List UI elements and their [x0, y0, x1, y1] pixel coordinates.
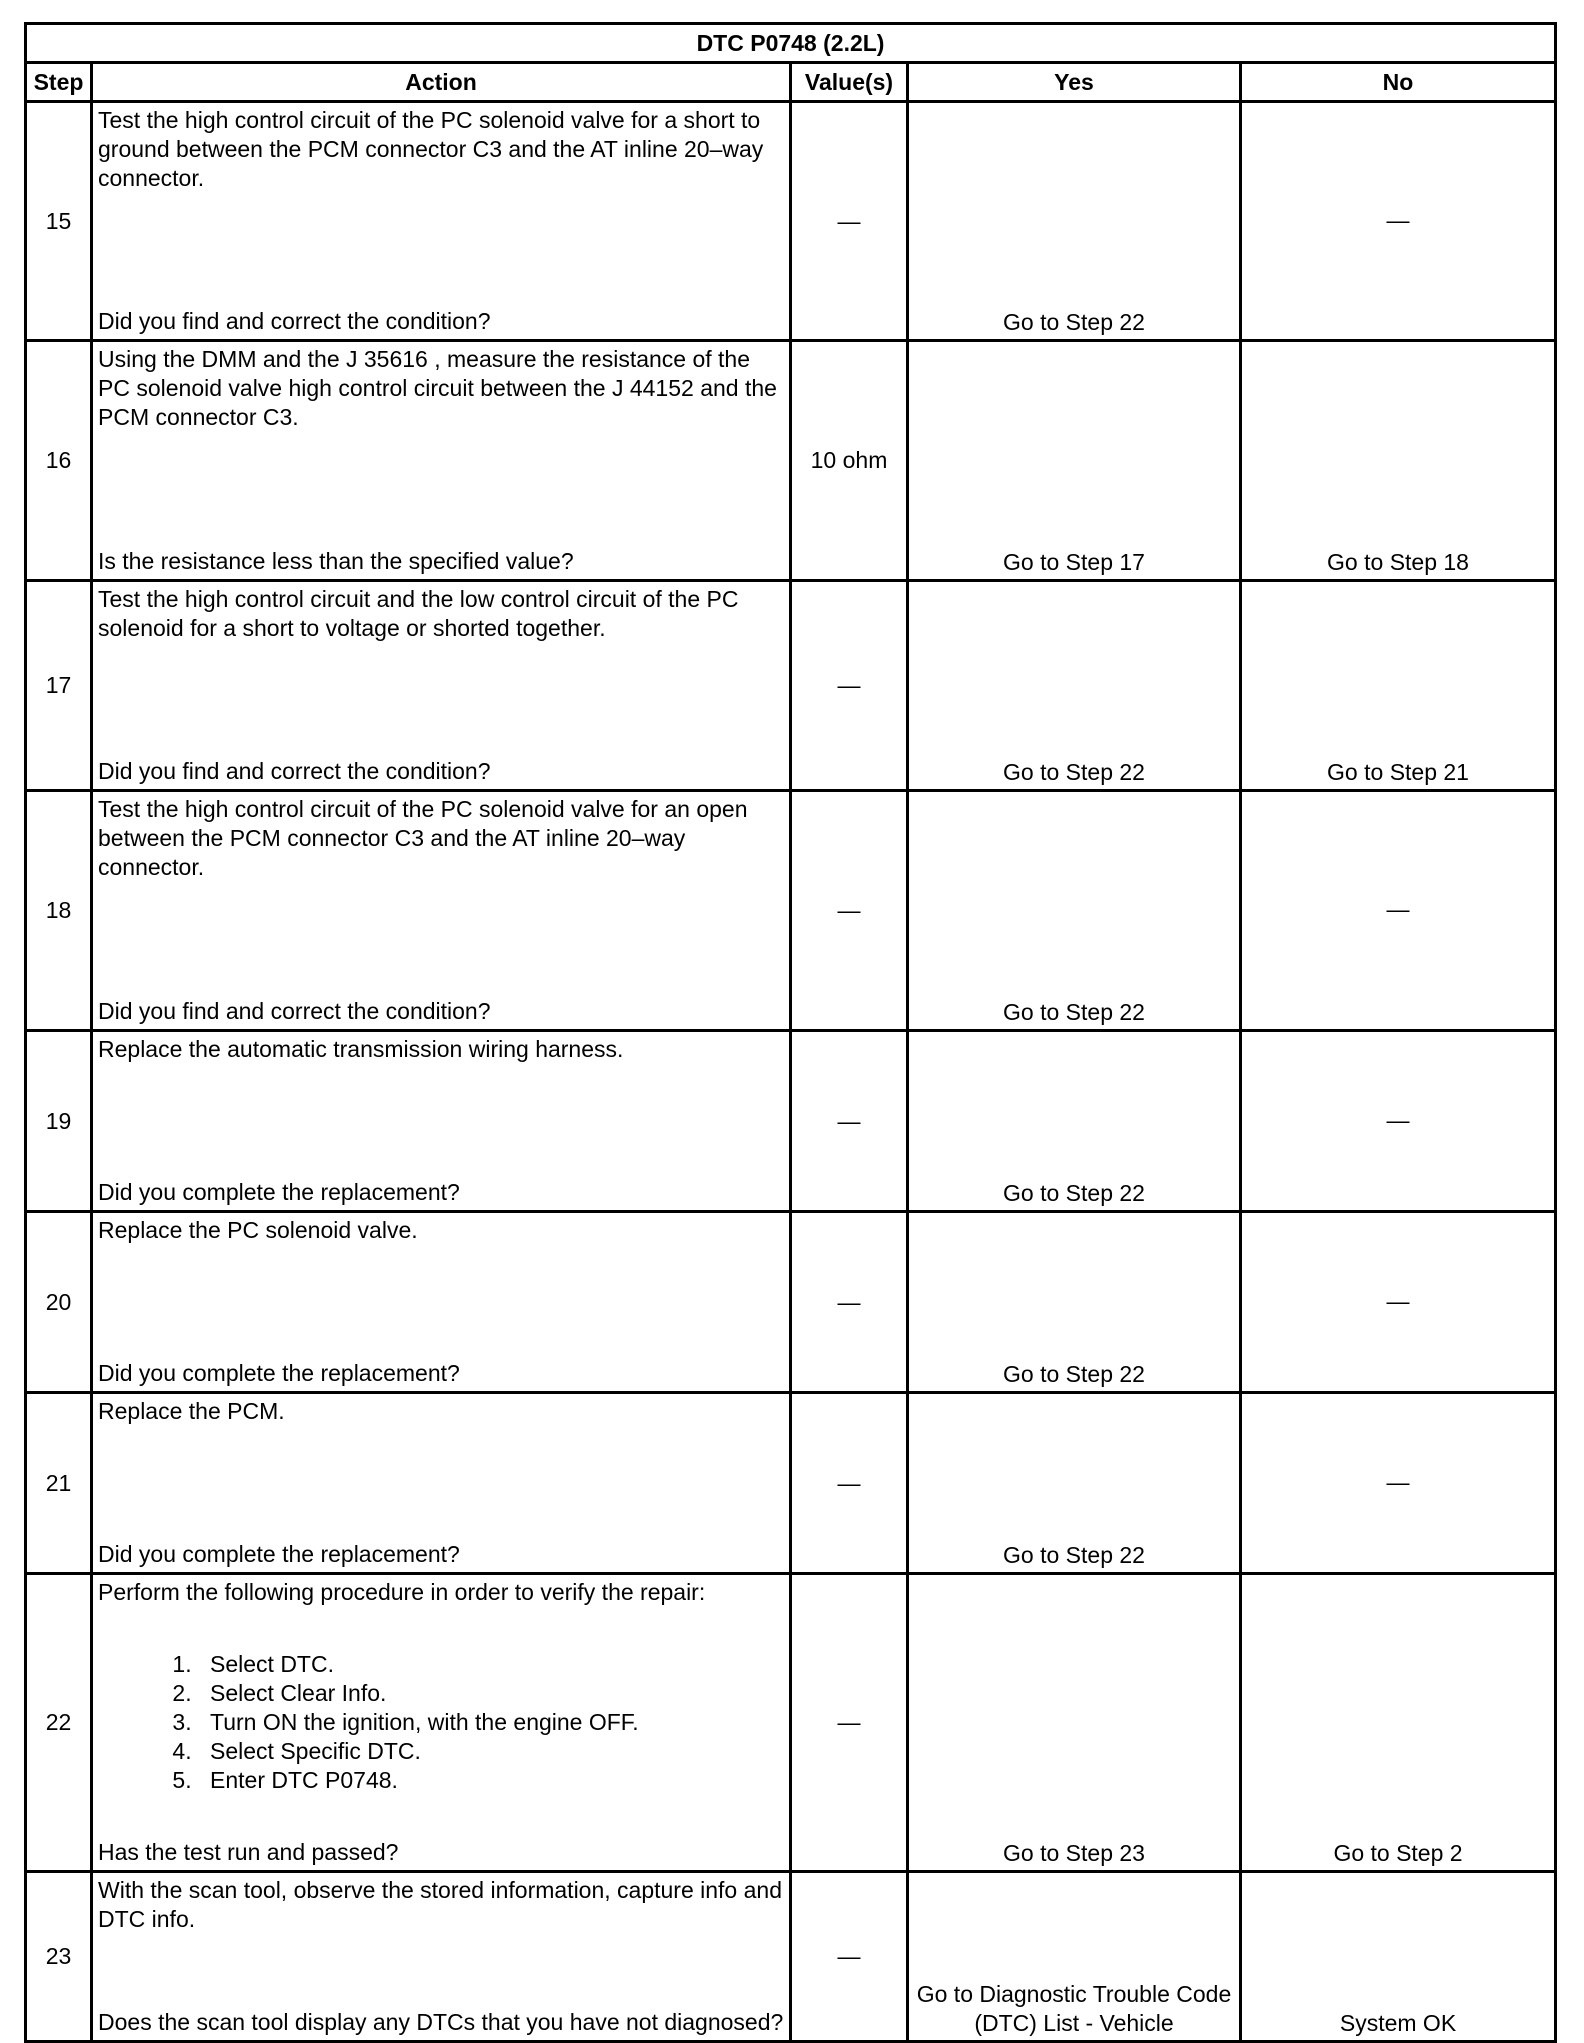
no-cell: Go to Step 21: [1241, 581, 1556, 791]
step-number: 17: [26, 581, 92, 791]
action-question: Has the test run and passed?: [98, 1839, 399, 1865]
table-row: [26, 1872, 1556, 2042]
step-number: 16: [26, 341, 92, 581]
action-text: Replace the PC solenoid valve.: [98, 1217, 418, 1243]
table-row: [26, 1393, 1556, 1574]
yes-cell: Go to Step 17: [908, 341, 1241, 581]
action-question: Did you complete the replacement?: [98, 1179, 460, 1205]
action-cell: [92, 1212, 791, 1393]
step-number: 20: [26, 1212, 92, 1393]
action-text: Using the DMM and the J 35616 , measure the resistance of the PC solenoid valve high control circuit between the J 44152 and the PCM connector C3.: [98, 346, 777, 430]
no-cell: —: [1241, 1031, 1556, 1212]
yes-cell: Go to Step 22: [908, 1393, 1241, 1574]
value-cell: —: [791, 102, 908, 341]
yes-cell: Go to Step 22: [908, 581, 1241, 791]
header-values: Value(s): [791, 63, 908, 102]
action-cell: [92, 791, 791, 1031]
action-question: Did you complete the replacement?: [98, 1541, 460, 1567]
dtc-table: [24, 22, 1557, 2043]
action-cell: [92, 1031, 791, 1212]
no-cell: —: [1241, 1393, 1556, 1574]
no-cell: Go to Step 2: [1241, 1574, 1556, 1872]
action-cell: [92, 1393, 791, 1574]
action-text: Replace the PCM.: [98, 1398, 285, 1424]
no-cell: —: [1241, 791, 1556, 1031]
action-cell: [92, 581, 791, 791]
table-row: [26, 1031, 1556, 1212]
table-row: [26, 791, 1556, 1031]
action-cell: [92, 341, 791, 581]
table-row: [26, 341, 1556, 581]
yes-cell: Go to Step 22: [908, 102, 1241, 341]
no-cell: —: [1241, 1212, 1556, 1393]
action-text: Replace the automatic transmission wiring harness.: [98, 1036, 624, 1062]
action-text: Test the high control circuit and the low control circuit of the PC solenoid for a short to voltage or shorted together.: [98, 586, 739, 641]
value-cell: —: [791, 1031, 908, 1212]
action-cell: [92, 1872, 791, 2042]
step-number: 22: [26, 1574, 92, 1872]
action-question: Did you find and correct the condition?: [98, 758, 491, 784]
table-row: [26, 1574, 1556, 1872]
yes-cell: Go to Step 22: [908, 791, 1241, 1031]
yes-cell: Go to Step 22: [908, 1031, 1241, 1212]
step-number: 19: [26, 1031, 92, 1212]
action-text: Test the high control circuit of the PC solenoid valve for a short to ground between the PCM connector C3 and the AT inline 20–way connector.: [98, 107, 764, 191]
procedure-step: 4. Select Specific DTC.: [198, 1737, 784, 1766]
step-number: 18: [26, 791, 92, 1031]
no-cell: —: [1241, 102, 1556, 341]
title-row: [26, 24, 1556, 63]
value-cell: —: [791, 581, 908, 791]
step-number: 15: [26, 102, 92, 341]
no-cell: System OK: [1241, 1872, 1556, 2042]
header-action: Action: [92, 63, 791, 102]
procedure-step: 3. Turn ON the ignition, with the engine OFF.: [198, 1708, 784, 1737]
procedure-step: 5. Enter DTC P0748.: [198, 1766, 784, 1795]
yes-cell: Go to Step 22: [908, 1212, 1241, 1393]
value-cell: —: [791, 791, 908, 1031]
yes-cell: Go to Diagnostic Trouble Code (DTC) List - Vehicle: [908, 1872, 1241, 2042]
no-cell: Go to Step 18: [1241, 341, 1556, 581]
action-text: Perform the following procedure in order to verify the repair:: [98, 1579, 706, 1605]
action-text: Test the high control circuit of the PC solenoid valve for an open between the PCM connector C3 and the AT inline 20–way connector.: [98, 796, 748, 880]
action-question: Does the scan tool display any DTCs that you have not diagnosed?: [98, 2009, 784, 2035]
yes-cell: Go to Step 23: [908, 1574, 1241, 1872]
table-row: [26, 1212, 1556, 1393]
table-title: DTC P0748 (2.2L): [26, 24, 1556, 63]
step-number: 21: [26, 1393, 92, 1574]
procedure-list: [98, 1650, 784, 1795]
action-question: Is the resistance less than the specified value?: [98, 548, 574, 574]
procedure-step: 2. Select Clear Info.: [198, 1679, 784, 1708]
action-cell: [92, 1574, 791, 1872]
header-yes: Yes: [908, 63, 1241, 102]
procedure-step: 1. Select DTC.: [198, 1650, 784, 1679]
action-question: Did you find and correct the condition?: [98, 308, 491, 334]
value-cell: —: [791, 1212, 908, 1393]
header-step: Step: [26, 63, 92, 102]
action-text: With the scan tool, observe the stored information, capture info and DTC info.: [98, 1877, 782, 1932]
step-number: 23: [26, 1872, 92, 2042]
value-cell: —: [791, 1574, 908, 1872]
table-row: [26, 581, 1556, 791]
header-no: No: [1241, 63, 1556, 102]
table-row: [26, 102, 1556, 341]
header-row: [26, 63, 1556, 102]
action-question: Did you find and correct the condition?: [98, 998, 491, 1024]
value-cell: 10 ohm: [791, 341, 908, 581]
value-cell: —: [791, 1872, 908, 2042]
action-question: Did you complete the replacement?: [98, 1360, 460, 1386]
action-cell: [92, 102, 791, 341]
value-cell: —: [791, 1393, 908, 1574]
